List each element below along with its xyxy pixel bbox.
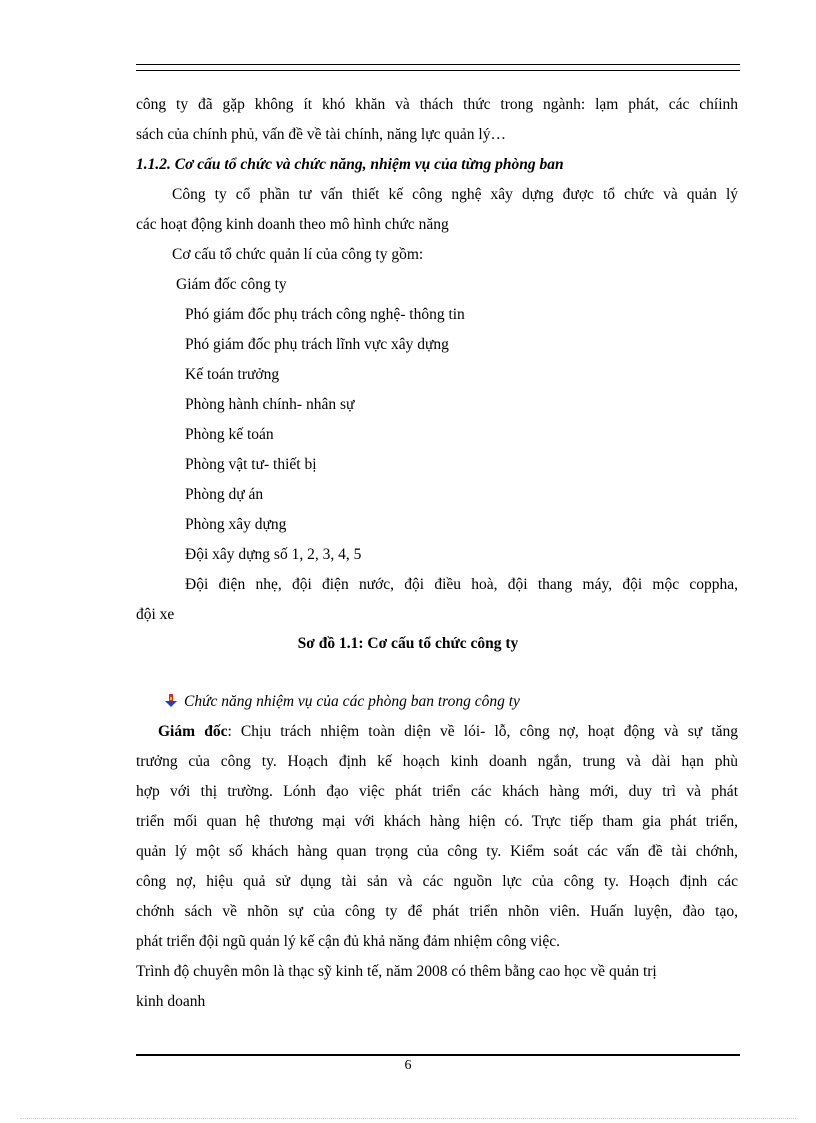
org-item: Kế toán trưởng [185, 366, 280, 383]
header-double-rule [136, 64, 740, 71]
paragraph-line [158, 722, 738, 742]
paragraph-line: trưởng của công ty. Hoạch định kế hoạch kinh doanh ngắn, trung và dài hạn phù [136, 753, 738, 770]
director-text: : Chịu trách nhiệm toàn diện về lói- lỗ, công nợ, hoạt động và sự tăng [227, 723, 739, 740]
org-item: Phòng dự án [185, 486, 264, 503]
paragraph-line: Trình độ chuyên môn là thạc sỹ kinh tế, năm 2008 có thêm bằng cao học về quản trị [136, 963, 657, 980]
paragraph-line: công nợ, hiệu quả sử dụng tài sản và các nguồn lực của công ty. Hoạch định các [136, 873, 738, 890]
org-item: Phó giám đốc phụ trách lĩnh vực xây dựng [185, 336, 449, 353]
org-item: Phòng hành chính- nhân sự [185, 396, 355, 413]
org-item: Giám đốc công ty [176, 276, 287, 293]
paragraph-line: Cơ cấu tổ chức quản lí của công ty gồm: [172, 246, 424, 263]
paragraph-line: hợp với thị trường. Lónh đạo việc phát triển các khách hàng mới, duy trì và phát [136, 783, 738, 800]
paragraph-line: quản lý một số khách hàng quan trọng của công ty. Kiểm soát các vấn đề tài chớnh, [136, 843, 738, 860]
figure-caption: Sơ đồ 1.1: Cơ cấu tổ chức công ty [297, 635, 519, 652]
paragraph-line: công ty đã gặp không ít khó khăn và thách thức trong ngành: lạm phát, các chíinh [136, 96, 738, 113]
director-label: Giám đốc [158, 723, 228, 740]
org-item: Đội xây dựng số 1, 2, 3, 4, 5 [185, 546, 362, 563]
paragraph-line: Công ty cổ phần tư vấn thiết kế công nghệ xây dựng được tổ chức và quản lý [172, 186, 738, 203]
paragraph-line: chớnh sách về nhõn sự của công ty để phát triển nhõn viên. Huấn luyện, đào tạo, [136, 903, 738, 920]
paragraph-line: đội xe [136, 606, 175, 623]
page-bottom-border [20, 1118, 796, 1119]
paragraph-line: sách của chính phủ, vấn đề về tài chính, năng lực quản lý… [136, 126, 506, 143]
bullet-heading-text: Chức năng nhiệm vụ của các phòng ban trong công ty [184, 693, 520, 710]
org-item: Phó giám đốc phụ trách công nghệ- thông tin [185, 306, 465, 323]
org-item: Phòng vật tư- thiết bị [185, 456, 317, 473]
org-item: Phòng xây dựng [185, 516, 287, 533]
section-heading: 1.1.2. Cơ cấu tổ chức và chức năng, nhiệm vụ của từng phòng ban [136, 156, 564, 173]
paragraph-line: triển mối quan hệ thương mại với khách hàng hiện có. Trực tiếp tham gia phát triển, [136, 813, 738, 830]
paragraph-line: Đội điện nhẹ, đội điện nước, đội điều hoà, đội thang máy, đội mộc coppha, [185, 576, 738, 593]
bullet-heading [164, 692, 520, 712]
paragraph-line: các hoạt động kinh doanh theo mô hình chức năng [136, 216, 449, 233]
paragraph-line: phát triển đội ngũ quản lý kế cận đủ khả năng đảm nhiệm công việc. [136, 933, 560, 950]
footer-rule [136, 1054, 740, 1056]
bullet-arrow-icon [164, 694, 178, 708]
page-number: 6 [404, 1058, 412, 1073]
paragraph-line: kinh doanh [136, 993, 206, 1010]
org-item: Phòng kế toán [185, 426, 274, 443]
